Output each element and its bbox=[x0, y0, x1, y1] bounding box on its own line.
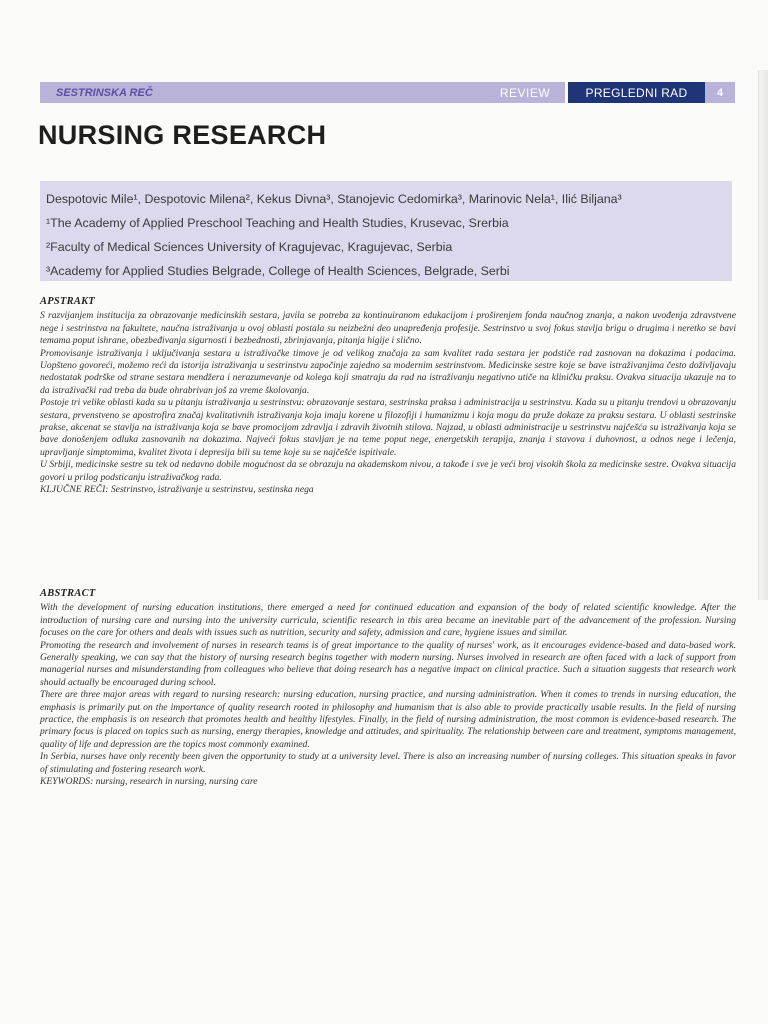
apstrakt-heading: APSTRAKT bbox=[40, 296, 95, 307]
review-label: REVIEW bbox=[485, 82, 565, 103]
article-type-label: PREGLEDNI RAD bbox=[568, 82, 705, 103]
affiliation-1: ¹The Academy of Applied Preschool Teaching and Health Studies, Krusevac, Srerbia bbox=[46, 216, 509, 230]
author-names: Despotovic Mile¹, Despotovic Milena², Kekus Divna³, Stanojevic Cedomirka³, Marinovic Nela¹, Ilić Biljana³ bbox=[46, 192, 622, 206]
page-number: 4 bbox=[705, 82, 735, 103]
abstract-keywords: KEYWORDS: nursing, research in nursing, nursing care bbox=[40, 776, 258, 788]
abstract-section bbox=[40, 588, 736, 789]
page-edge bbox=[758, 70, 768, 600]
article-title: NURSING RESEARCH bbox=[38, 120, 327, 150]
apstrakt-keywords: KLJUČNE REČI: Sestrinstvo, istraživanje u sestrinstvu, sestinska nega bbox=[40, 484, 314, 496]
apstrakt-paragraph: S razvijanjem institucija za obrazovanje medicinskih sestara, javila se potreba za kontinuiranom edukacijom i proširenjem fonda naučnog znanja, a nakon uvođenja zdravstvene nege i sestrinstva na fakultete, naučna istraživanja u ovoj oblasti postala su neizbežni deo unapređenja profesije. Sestrinstvo u svoj fokus stavlja brigu o drugima i neretko se bavi temama poput ishrane, obezbeđivanja sigurnosti i bezbednosti, zbrinjavanja, pitanja higije i slično. bbox=[40, 310, 736, 347]
abstract-heading: ABSTRACT bbox=[40, 588, 96, 599]
journal-header-bar bbox=[40, 82, 735, 103]
authors-box bbox=[40, 181, 732, 281]
abstract-paragraph: There are three major areas with regard to nursing research: nursing education, nursing practice, and nursing administration. When it comes to trends in nursing education, the emphasis is primarily put on the importance of quality research rooted in philosophy and humanism that is also able to provide practically usable results. In the field of nursing practice, the emphasis is on research that promotes health and healthy lifestyles. Finally, in the field of nursing administration, the most common is evidence-based research. The primary focus is placed on topics such as nursing, energy therapies, knowledge and attitudes, and spirituality. The relationship between care and treatment, symptoms management, quality of life and depression are the topics most commonly examined. bbox=[40, 689, 736, 750]
journal-name: SESTRINSKA REČ bbox=[40, 82, 485, 103]
apstrakt-paragraph: Postoje tri velike oblasti kada su u pitanju istraživanja u sestrinstvu: obrazovanje sestara, sestrinska praksa i administracija u sestrinstvu. Kada su u pitanju trendovi u obrazovanju sestara, prvenstveno se apostrofira značaj kvalitativnih istraživanja koja imaju korene u filozofiji i humanizmu i koja mogu da pruže dokaze za praksu sestara. U oblasti sestrinske prakse, akcenat se stavlja na istraživanja koja se bave promocijom zdravlja i zdravih životnih stilova. Najzad, u oblasti administracije u sestrinstvu najčešća su istraživanja koja se bave donošenjem odluka zasnovanih na dokazima. Najveći fokus stavljan je na teme poput nege, energetskih terapija, znanja i stavova i duhovnost, a odnos nege i lečenja, upravljanje simptomima, kvalitet života i depresija bili su teme koje su se najčešće ispitivale. bbox=[40, 397, 736, 458]
abstract-paragraph: Promoting the research and involvement of nurses in research teams is of great importance to the quality of nurses' work, as it encourages evidence-based and data-based work. Generally speaking, we can say that the history of nursing research begins together with modern nursing. Nurses involved in research are often faced with a lack of support from managerial nurses and misunderstanding from colleagues who believe that doing research has a negative impact on clinical practice. Such a situation suggests that research work should actually be encouraged during school. bbox=[40, 639, 736, 688]
affiliation-2: ²Faculty of Medical Sciences University of Kragujevac, Kragujevac, Serbia bbox=[46, 240, 453, 254]
affiliation-3: ³Academy for Applied Studies Belgrade, College of Health Sciences, Belgrade, Serbi bbox=[46, 264, 510, 278]
apstrakt-section bbox=[40, 296, 736, 497]
abstract-paragraph: With the development of nursing education institutions, there emerged a need for continued education and expansion of the body of related scientific knowledge. After the introduction of nursing care and nursing into the university curricula, scientific research in this area became an inevitable part of the advancement of the profession. Nursing focuses on the care for others and deals with issues such as nutrition, security and safety, admission and care, hygiene issues and similar. bbox=[40, 602, 736, 639]
apstrakt-paragraph: U Srbiji, medicinske sestre su tek od nedavno dobile mogućnost da se obrazuju na akademskom nivou, a takođe i sve je veći broj visokih škola za medicinske sestre. Ovakva situacija govori u prilog podsticanju istraživačkog rada. bbox=[40, 459, 736, 483]
apstrakt-paragraph: Promovisanje istraživanja i uključivanja sestara u istraživačke timove je od velikog značaja za sam kvalitet rada sestara jer podstiče rad zasnovan na dokazima i podacima. Uopšteno govoreći, možemo reći da istorija istraživanja u sestrinstvu započinje zajedno sa modernim sestrinstvom. Medicinske sestre koje se bave istraživanjima često doživljavaju nedostatak podrške od strane sestara mendžera i nerazumevanje od kolega koji smatraju da rad na istraživanju negativno utiče na kliničku praksu. Ovakva situacija ukazuje na to da istraživački rad treba da bude ohrabrivan još za vreme školovanja. bbox=[40, 347, 736, 396]
abstract-paragraph: In Serbia, nurses have only recently been given the opportunity to study at a university level. There is also an increasing number of nursing colleges. This situation speaks in favor of stimulating and fostering research work. bbox=[40, 751, 736, 775]
